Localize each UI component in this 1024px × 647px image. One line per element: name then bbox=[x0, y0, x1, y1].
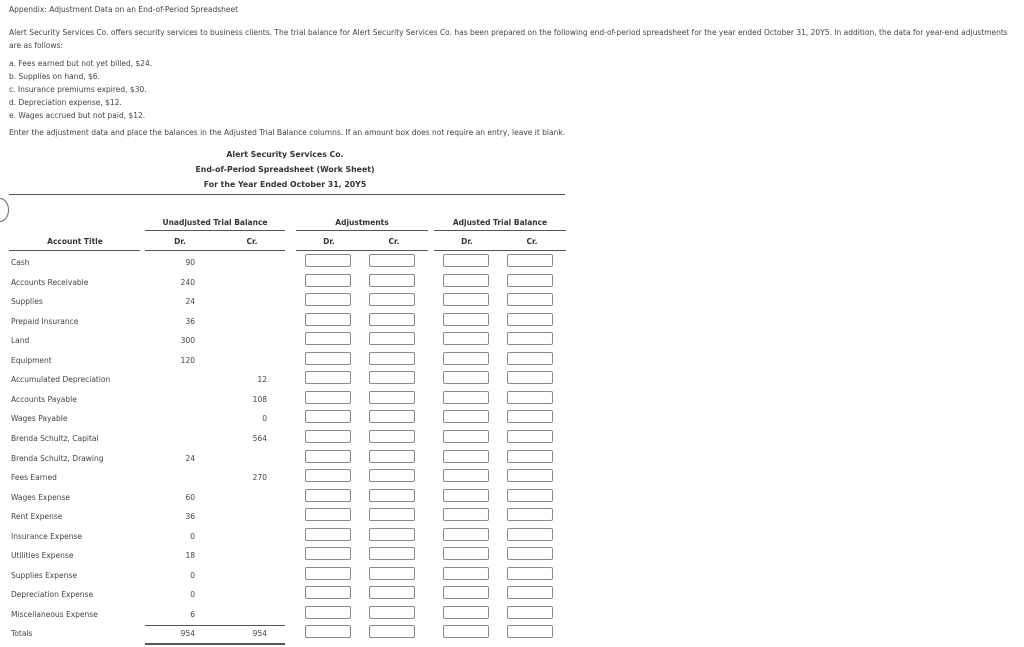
adjustments-dr-input-prepaid-insurance[interactable] bbox=[305, 313, 351, 326]
account-title-accumulated-depreciation: Accumulated Depreciation bbox=[11, 375, 111, 384]
group-rule-unadjusted bbox=[145, 230, 285, 231]
account-title-utilities-expense: Utilities Expense bbox=[11, 551, 74, 560]
column-header-unadjusted-cr: Cr. bbox=[246, 237, 258, 246]
adjustments-cr-input-miscellaneous-expense[interactable] bbox=[369, 606, 415, 619]
adjusted-cr-input-land[interactable] bbox=[507, 332, 553, 345]
adjustments-dr-input-brenda-schultz-drawing[interactable] bbox=[305, 450, 351, 463]
adjustments-dr-input-supplies-expense[interactable] bbox=[305, 567, 351, 580]
account-title-rent-expense: Rent Expense bbox=[11, 512, 63, 521]
unadjusted-dr-land: 300 bbox=[180, 336, 195, 345]
adjusted-dr-input-prepaid-insurance[interactable] bbox=[443, 313, 489, 326]
adjustments-dr-input-rent-expense[interactable] bbox=[305, 508, 351, 521]
column-header-rule-adjusted bbox=[434, 250, 566, 251]
adjustments-cr-input-supplies[interactable] bbox=[369, 293, 415, 306]
adjustments-dr-input-miscellaneous-expense[interactable] bbox=[305, 606, 351, 619]
adjustments-dr-input-fees-earned[interactable] bbox=[305, 469, 351, 482]
account-title-supplies: Supplies bbox=[11, 297, 43, 306]
unadjusted-dr-cash: 90 bbox=[185, 258, 195, 267]
unadjusted-cr-accounts-payable: 108 bbox=[252, 395, 267, 404]
column-header-adjusted-cr: Cr. bbox=[526, 237, 538, 246]
adjusted-dr-input-supplies[interactable] bbox=[443, 293, 489, 306]
header-rule bbox=[9, 194, 565, 195]
adjusted-cr-input-rent-expense[interactable] bbox=[507, 508, 553, 521]
account-title-accounts-payable: Accounts Payable bbox=[11, 395, 77, 404]
adjustments-cr-input-equipment[interactable] bbox=[369, 352, 415, 365]
unadjusted-dr-supplies-expense: 0 bbox=[190, 571, 195, 580]
unadjusted-dr-utilities-expense: 18 bbox=[185, 551, 195, 560]
adjustment-data-list bbox=[9, 57, 152, 122]
unadjusted-cr-fees-earned: 270 bbox=[252, 473, 267, 482]
adjusted-dr-input-brenda-schultz-drawing[interactable] bbox=[443, 450, 489, 463]
adjusted-dr-input-utilities-expense[interactable] bbox=[443, 547, 489, 560]
unadjusted-dr-wages-expense: 60 bbox=[185, 493, 195, 502]
adjustments-dr-input-cash[interactable] bbox=[305, 254, 351, 267]
account-title-brenda-schultz-capital: Brenda Schultz, Capital bbox=[11, 434, 99, 443]
unadjusted-dr-insurance-expense: 0 bbox=[190, 532, 195, 541]
adjustments-cr-input-wages-expense[interactable] bbox=[369, 489, 415, 502]
adjusted-dr-input-brenda-schultz-capital[interactable] bbox=[443, 430, 489, 443]
unadjusted-cr-wages-payable: 0 bbox=[262, 414, 267, 423]
unadjusted-cr-brenda-schultz-capital: 564 bbox=[252, 434, 267, 443]
account-title-insurance-expense: Insurance Expense bbox=[11, 532, 83, 541]
adjustments-cr-input-supplies-expense[interactable] bbox=[369, 567, 415, 580]
totals-rule bbox=[145, 625, 285, 626]
account-title-supplies-expense: Supplies Expense bbox=[11, 571, 77, 580]
adjustments-cr-input-insurance-expense[interactable] bbox=[369, 528, 415, 541]
adjusted-cr-input-supplies[interactable] bbox=[507, 293, 553, 306]
adjusted-dr-input-accounts-receivable[interactable] bbox=[443, 274, 489, 287]
account-title-depreciation-expense: Depreciation Expense bbox=[11, 590, 94, 599]
totals-adjusted-cr-input[interactable] bbox=[507, 625, 553, 638]
adjustments-cr-input-brenda-schultz-drawing[interactable] bbox=[369, 450, 415, 463]
column-header-unadjusted-dr: Dr. bbox=[174, 237, 186, 246]
unadjusted-dr-brenda-schultz-drawing: 24 bbox=[185, 454, 195, 463]
adjustments-dr-input-accounts-payable[interactable] bbox=[305, 391, 351, 404]
adjusted-dr-input-supplies-expense[interactable] bbox=[443, 567, 489, 580]
adjusted-cr-input-brenda-schultz-drawing[interactable] bbox=[507, 450, 553, 463]
adjustments-dr-input-wages-expense[interactable] bbox=[305, 489, 351, 502]
adjustments-cr-input-depreciation-expense[interactable] bbox=[369, 586, 415, 599]
bracket-icon bbox=[0, 198, 9, 222]
adjusted-dr-input-cash[interactable] bbox=[443, 254, 489, 267]
adjustments-cr-input-rent-expense[interactable] bbox=[369, 508, 415, 521]
adjustments-dr-input-utilities-expense[interactable] bbox=[305, 547, 351, 560]
column-header-account: Account Title bbox=[47, 237, 103, 246]
adjusted-dr-input-accounts-payable[interactable] bbox=[443, 391, 489, 404]
unadjusted-dr-miscellaneous-expense: 6 bbox=[190, 610, 195, 619]
column-header-rule-unadjusted bbox=[145, 250, 285, 251]
instruction-text: Enter the adjustment data and place the balances in the Adjusted Trial Balance columns. If an amount box does not require an entry, leave it blank. bbox=[9, 128, 566, 137]
account-title-land: Land bbox=[11, 336, 30, 345]
totals-unadjusted-dr: 954 bbox=[180, 629, 195, 638]
unadjusted-dr-accounts-receivable: 240 bbox=[180, 278, 195, 287]
adjusted-dr-input-equipment[interactable] bbox=[443, 352, 489, 365]
unadjusted-dr-depreciation-expense: 0 bbox=[190, 590, 195, 599]
adjusted-cr-input-accounts-receivable[interactable] bbox=[507, 274, 553, 287]
adjustments-cr-input-brenda-schultz-capital[interactable] bbox=[369, 430, 415, 443]
column-header-adjustments-cr: Cr. bbox=[388, 237, 400, 246]
adjustments-cr-input-cash[interactable] bbox=[369, 254, 415, 267]
adjusted-dr-input-depreciation-expense[interactable] bbox=[443, 586, 489, 599]
adjusted-cr-input-prepaid-insurance[interactable] bbox=[507, 313, 553, 326]
column-header-rule-adjustments bbox=[296, 250, 428, 251]
adjusted-dr-input-land[interactable] bbox=[443, 332, 489, 345]
adjusted-cr-input-wages-payable[interactable] bbox=[507, 410, 553, 423]
totals-unadjusted-cr: 954 bbox=[252, 629, 267, 638]
totals-adjustments-cr-input[interactable] bbox=[369, 625, 415, 638]
totals-label: Totals bbox=[11, 629, 33, 638]
page-title: Appendix: Adjustment Data on an End-of-Period Spreadsheet bbox=[9, 5, 239, 14]
problem-intro: Alert Security Services Co. offers security services to business clients. The trial balance for Alert Security Services Co. has been prepared on the following end-of-period spreadsheet for the year ended October 31, 20Y5. In addition, the data for year-end adjustments are as follows: bbox=[9, 28, 1008, 50]
adjustments-cr-input-land[interactable] bbox=[369, 332, 415, 345]
totals-adjustments-dr-input[interactable] bbox=[305, 625, 351, 638]
adjusted-cr-input-fees-earned[interactable] bbox=[507, 469, 553, 482]
unadjusted-dr-rent-expense: 36 bbox=[185, 512, 195, 521]
adjustments-cr-input-wages-payable[interactable] bbox=[369, 410, 415, 423]
unadjusted-cr-accumulated-depreciation: 12 bbox=[257, 375, 267, 384]
adjustment-item-a: a. Fees earned but not yet billed, $24. bbox=[9, 59, 153, 68]
account-title-accounts-receivable: Accounts Receivable bbox=[11, 278, 89, 287]
totals-adjusted-dr-input[interactable] bbox=[443, 625, 489, 638]
adjusted-dr-input-miscellaneous-expense[interactable] bbox=[443, 606, 489, 619]
worksheet-company: Alert Security Services Co. bbox=[226, 150, 344, 159]
adjustment-item-d: d. Depreciation expense, $12. bbox=[9, 98, 122, 107]
group-unadjusted-label: Unadjusted Trial Balance bbox=[162, 218, 268, 227]
adjusted-cr-input-utilities-expense[interactable] bbox=[507, 547, 553, 560]
account-title-miscellaneous-expense: Miscellaneous Expense bbox=[11, 610, 98, 619]
worksheet-period: For the Year Ended October 31, 20Y5 bbox=[203, 180, 367, 189]
unadjusted-dr-prepaid-insurance: 36 bbox=[185, 317, 195, 326]
adjustment-item-b: b. Supplies on hand, $6. bbox=[9, 72, 100, 81]
adjustments-dr-input-brenda-schultz-capital[interactable] bbox=[305, 430, 351, 443]
column-header-rule-account bbox=[9, 250, 140, 251]
adjusted-dr-input-fees-earned[interactable] bbox=[443, 469, 489, 482]
adjusted-dr-input-wages-payable[interactable] bbox=[443, 410, 489, 423]
column-header-adjusted-dr: Dr. bbox=[461, 237, 473, 246]
account-title-wages-payable: Wages Payable bbox=[11, 414, 68, 423]
account-title-prepaid-insurance: Prepaid Insurance bbox=[11, 317, 79, 326]
group-rule-adjusted bbox=[434, 230, 566, 231]
account-title-equipment: Equipment bbox=[11, 356, 52, 365]
adjusted-cr-input-brenda-schultz-capital[interactable] bbox=[507, 430, 553, 443]
column-header-adjustments-dr: Dr. bbox=[323, 237, 335, 246]
adjusted-dr-input-wages-expense[interactable] bbox=[443, 489, 489, 502]
adjustments-dr-input-supplies[interactable] bbox=[305, 293, 351, 306]
group-rule-adjustments bbox=[296, 230, 428, 231]
adjusted-cr-input-miscellaneous-expense[interactable] bbox=[507, 606, 553, 619]
unadjusted-dr-equipment: 120 bbox=[180, 356, 195, 365]
adjustments-cr-input-accumulated-depreciation[interactable] bbox=[369, 371, 415, 384]
adjusted-cr-input-accumulated-depreciation[interactable] bbox=[507, 371, 553, 384]
account-title-brenda-schultz-drawing: Brenda Schultz, Drawing bbox=[11, 454, 104, 463]
worksheet-title: End-of-Period Spreadsheet (Work Sheet) bbox=[195, 165, 375, 174]
totals-double-rule bbox=[145, 643, 285, 645]
adjustments-dr-input-accounts-receivable[interactable] bbox=[305, 274, 351, 287]
adjustments-cr-input-utilities-expense[interactable] bbox=[369, 547, 415, 560]
group-adjustments-label: Adjustments bbox=[335, 218, 389, 227]
adjustments-dr-input-land[interactable] bbox=[305, 332, 351, 345]
adjustments-cr-input-fees-earned[interactable] bbox=[369, 469, 415, 482]
adjustments-cr-input-accounts-payable[interactable] bbox=[369, 391, 415, 404]
adjustment-item-c: c. Insurance premiums expired, $30. bbox=[9, 85, 147, 94]
adjustments-dr-input-insurance-expense[interactable] bbox=[305, 528, 351, 541]
adjustments-dr-input-depreciation-expense[interactable] bbox=[305, 586, 351, 599]
unadjusted-dr-supplies: 24 bbox=[185, 297, 195, 306]
adjustment-item-e: e. Wages accrued but not paid, $12. bbox=[9, 111, 146, 120]
adjustments-cr-input-prepaid-insurance[interactable] bbox=[369, 313, 415, 326]
adjusted-cr-input-equipment[interactable] bbox=[507, 352, 553, 365]
adjusted-cr-input-wages-expense[interactable] bbox=[507, 489, 553, 502]
adjusted-cr-input-supplies-expense[interactable] bbox=[507, 567, 553, 580]
adjusted-dr-input-accumulated-depreciation[interactable] bbox=[443, 371, 489, 384]
account-title-cash: Cash bbox=[11, 258, 30, 267]
account-title-fees-earned: Fees Earned bbox=[11, 473, 57, 482]
adjusted-dr-input-insurance-expense[interactable] bbox=[443, 528, 489, 541]
adjusted-dr-input-rent-expense[interactable] bbox=[443, 508, 489, 521]
adjustments-cr-input-accounts-receivable[interactable] bbox=[369, 274, 415, 287]
adjusted-cr-input-cash[interactable] bbox=[507, 254, 553, 267]
group-adjusted-label: Adjusted Trial Balance bbox=[452, 218, 548, 227]
adjusted-cr-input-depreciation-expense[interactable] bbox=[507, 586, 553, 599]
adjustments-dr-input-wages-payable[interactable] bbox=[305, 410, 351, 423]
adjusted-cr-input-insurance-expense[interactable] bbox=[507, 528, 553, 541]
account-title-wages-expense: Wages Expense bbox=[11, 493, 71, 502]
adjustments-dr-input-equipment[interactable] bbox=[305, 352, 351, 365]
adjusted-cr-input-accounts-payable[interactable] bbox=[507, 391, 553, 404]
adjustments-dr-input-accumulated-depreciation[interactable] bbox=[305, 371, 351, 384]
